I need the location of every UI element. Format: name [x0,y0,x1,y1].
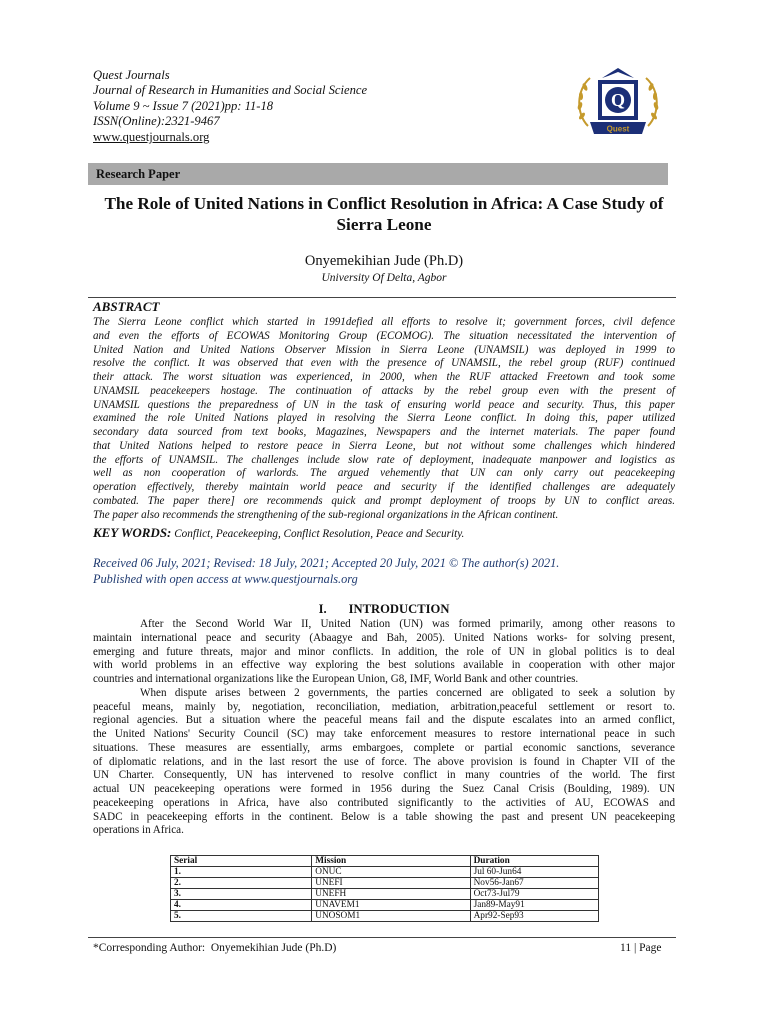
table-cell: UNOSOM1 [312,911,470,922]
intro-line: emerging and future threats, major and minor conflicts. In addition, the role of UN in global politics is to deal [93,645,675,658]
abstract-line: the efforts of UNAMSIL. The challenges include slow rate of deployment, inadequate manpower and logistics as [93,453,675,466]
abstract-line: UNAMSIL peacekeepers hostage. The continuation of attacks by the rebel group even with the present of [93,384,675,397]
peacekeeping-missions-table [170,855,599,922]
page-number: 11 | Page [620,942,662,954]
table-row [171,867,599,878]
introduction-text [93,618,675,838]
abstract-line: operation effectively, thereby maintain world peace and security if the identified challenges are adequately [93,481,675,493]
intro-line: situations. These measures are essentially, arms embargoes, complete or partial economic sanctions, severance [93,741,675,754]
table-cell: UNEFH [312,889,470,900]
table-cell: Nov56-Jan67 [470,878,598,889]
abstract-line: combated. The paper there] ore recommends quick and prompt deployment of troops by UN to conflict areas. [93,494,675,507]
abstract-line: secondary data sourced from text books, Magazines, Newspapers and the internet materials. The paper found [93,426,675,438]
table-row [171,878,599,889]
journal-issn: ISSN(Online):2321-9467 [93,114,220,129]
table-cell: 3. [171,889,312,900]
table-header-row [171,856,599,867]
journal-info [93,68,367,145]
intro-line: UN Charter. Consequently, UN has intervened to resolve conflict in many countries of the world. The first [93,769,675,782]
intro-line: SADC in peacekeeping efforts in the continent. Below is a table showing the past and present UN peacekeeping [93,810,675,823]
table-header-serial: Serial [171,856,312,867]
quest-logo-icon [572,64,664,144]
keywords [93,525,464,541]
table-cell: 1. [171,867,312,878]
corresponding-author: *Corresponding Author: Onyemekihian Jude (Ph.D) [93,942,337,954]
intro-line: After the Second World War II, United Nation (UN) was formed primarily, among other reasons to [140,618,675,630]
journal-url-link[interactable]: www.questjournals.org [93,129,210,144]
open-access-note: Published with open access at www.questjournals.org [93,572,358,586]
abstract-heading: ABSTRACT [93,299,160,314]
table-row [171,889,599,900]
intro-line: of diplomatic relations, and in the last resort the use of force. The above provision is found in Chapter VII of the [93,755,675,768]
intro-line: actual UN peacekeeping operations were formed in 1956 during the Suez Canal Crisis (Boulding, 1989). UN [93,783,675,795]
author-affiliation: University Of Delta, Agbor [321,272,447,284]
abstract-divider [88,297,676,298]
keywords-label: KEY WORDS: [93,525,172,540]
table-cell: 4. [171,900,312,911]
table-cell: 5. [171,911,312,922]
table-cell: Jul 60-Jun64 [470,867,598,878]
abstract-text [93,316,675,522]
paper-type-label: Research Paper [96,167,181,181]
intro-line: operations in Africa. [93,824,184,837]
intro-line: peacekeeping operations in Africa, have also contributed significantly to the activities of AU, ECOWAS and [93,796,675,809]
table-cell: ONUC [312,867,470,878]
intro-line: with world problems in an effective way exploring the best solutions available in cooperation with other major [93,659,675,672]
publication-dates [93,555,559,587]
abstract-line: examined the role United Nations played in resolving the Sierra Leone conflict. In doing this, paper utilized [93,412,675,425]
keywords-text: Conflict, Peacekeeping, Conflict Resolution, Peace and Security. [171,528,465,540]
intro-line: peaceful means, mainly by, negotiation, reconciliation, mediation, arbitration,peaceful settlement or resort to. [93,700,675,713]
abstract-line: and even the efforts of ECOWAS Monitoring Group (ECOMOG). The situation necessitated the intervention of [93,329,675,342]
table-header-mission: Mission [312,856,470,867]
table-cell: Oct73-Jul79 [470,889,598,900]
author-name: Onyemekihian Jude (Ph.D) [304,253,464,269]
table-cell: UNAVEM1 [312,900,470,911]
logo-caption: Quest [606,124,630,134]
intro-line: countries and international organizations like the European Union, G8, IMF, World Bank and other countries. [93,673,579,685]
received-dates: Received 06 July, 2021; Revised: 18 July, 2021; Accepted 20 July, 2021 © The author(s) 2021. [93,556,560,570]
abstract-line: well as non cooperation of warlords. The argued vehemently that UN can only carry out peacekeeping [93,467,675,480]
table-cell: 2. [171,878,312,889]
abstract-line: The Sierra Leone conflict which started in 1991defied all efforts to resolve it; government forces, civil defence [93,316,675,328]
journal-name: Quest Journals [93,68,170,82]
table-header-duration: Duration [470,856,598,867]
table-cell: Jan89-May91 [470,900,598,911]
journal-full-title: Journal of Research in Humanities and Social Science [93,83,368,98]
table-cell: Apr92-Sep93 [470,911,598,922]
intro-line: When dispute arises between 2 governments, the parties concerned are obligated to seek a solution by [140,686,675,699]
abstract-line: their attack. The worst situation was experienced, in 2000, when the RUF attacked Freetown and took some [93,371,675,383]
intro-line: regional agencies. But a situation where the peaceful means fail and the dispute escalates into an armed conflict, [93,714,675,727]
abstract-line: UNAMSIL questions the preparedness of UN in the task of ensuring world peace and security. Thus, this paper [93,398,675,411]
table-row [171,911,599,922]
journal-volume: Volume 9 ~ Issue 7 (2021)pp: 11-18 [93,98,274,113]
table-row [171,900,599,911]
abstract-line: resolve the conflict. It was observed that even with the presence of UNAMSIL, the rebel group (RUF) continued [93,357,675,370]
introduction-heading: I. INTRODUCTION [318,602,450,616]
abstract-line: The paper also recommends the strengthening of the sub-regional organizations in the African continent. [93,508,559,521]
logo-letter: Q [610,90,626,110]
abstract-line: that United Nations helped to restore peace in Sierra Leone, but not without some challenges which hindered [93,439,675,452]
table-cell: UNEFI [312,878,470,889]
paper-title: The Role of United Nations in Conflict Resolution in Africa: A Case Study of Sierra Leone [104,194,664,234]
footer-divider [88,937,676,938]
intro-line: the United Nations' Security Council (SC) may take enforcement measures to restore international peace in such [93,728,675,740]
abstract-line: United Nation and United Nations Observer Mission in Sierra Leone (UNAMSIL) was deployed in 1999 to [93,343,675,356]
intro-line: maintain international peace and security (Abaagye and Bah, 2005). United Nations works- for solving present, [93,631,675,644]
